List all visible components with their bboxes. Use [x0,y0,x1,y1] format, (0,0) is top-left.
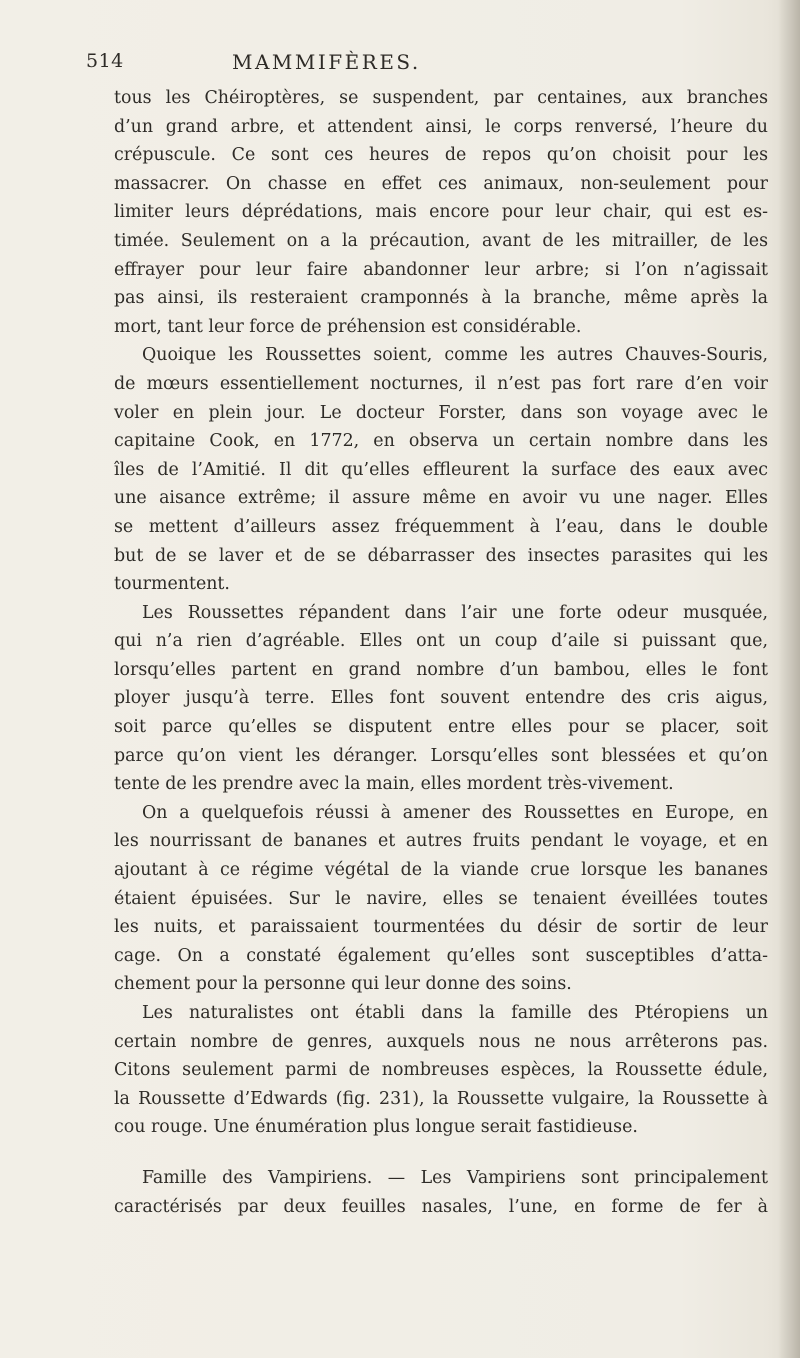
text-line: soit parce qu’elles se disputent entre elles pour se placer, soit [114,717,768,738]
text-line: les nourrissant de bananes et autres fruits pendant le voyage, et en [114,831,768,852]
text-line: timée. Seulement on a la précaution, avant de les mitrailler, de les [114,230,768,251]
text-line: qui n’a rien d’agréable. Elles ont un coup d’aile si puissant que, [114,631,768,652]
text-line: voler en plein jour. Le docteur Forster, dans son voyage avec le [114,402,768,423]
paragraph [114,84,768,341]
text-line: ajoutant à ce régime végétal de la viande crue lorsque les bananes [114,860,768,881]
text-line: cou rouge. Une énumération plus longue serait fastidieuse. [114,1117,638,1138]
text-line: cage. On a constaté également qu’elles sont susceptibles d’atta- [114,945,768,966]
text-line: îles de l’Amitié. Il dit qu’elles effleurent la surface des eaux avec [114,459,768,480]
text-line: lorsqu’elles partent en grand nombre d’un bambou, elles le font [114,659,768,680]
text-line: pas ainsi, ils resteraient cramponnés à la branche, même après la [114,288,768,309]
text-line: tourmentent. [114,574,230,595]
text-line: tous les Chéiroptères, se suspendent, par centaines, aux branches [114,88,768,108]
text-line: la Roussette d’Edwards (fig. 231), la Roussette vulgaire, la Roussette à [114,1088,768,1109]
page-edge-shadow [778,0,800,1358]
section-gap [114,1142,768,1164]
text-line: Citons seulement parmi de nombreuses espèces, la Roussette édule, [114,1060,768,1081]
text-line: chement pour la personne qui leur donne des soins. [114,974,572,995]
text-line: On a quelquefois réussi à amener des Roussettes en Europe, en [142,802,768,823]
text-line: d’un grand arbre, et attendent ainsi, le corps renversé, l’heure du [114,116,768,137]
running-head [86,50,766,80]
text-line: de mœurs essentiellement nocturnes, il n’est pas fort rare d’en voir [114,373,768,394]
text-line: se mettent d’ailleurs assez fréquemment à l’eau, dans le double [114,516,768,537]
text-line: certain nombre de genres, auxquels nous ne nous arrêterons pas. [114,1031,768,1052]
text-line: effrayer pour leur faire abandonner leur arbre; si l’on n’agissait [114,259,768,280]
paragraph [114,599,768,799]
text-line: ployer jusqu’à terre. Elles font souvent entendre des cris aigus, [114,688,768,709]
paragraph-vampiriens [114,1164,768,1221]
paragraph [114,999,768,1142]
text-line: mort, tant leur force de préhension est considérable. [114,316,582,337]
paragraph [114,341,768,598]
text-line: capitaine Cook, en 1772, en observa un certain nombre dans les [114,431,768,452]
text-line: crépuscule. Ce sont ces heures de repos qu’on choisit pour les [114,145,768,166]
text-line: Quoique les Roussettes soient, comme les autres Chauves-Souris, [142,345,768,366]
page-number: 514 [86,50,124,72]
text-line: une aisance extrême; il assure même en avoir vu une nager. Elles [114,488,768,509]
text-line: limiter leurs déprédations, mais encore pour leur chair, qui est es- [114,202,768,223]
text-line: étaient épuisées. Sur le navire, elles se tenaient éveillées toutes [114,888,768,909]
text-line: massacrer. On chasse en effet ces animaux, non-seulement pour [114,173,768,194]
text-line-section-start: Famille des Vampiriens. — Les Vampiriens sont principalement [142,1167,768,1188]
text-line: parce qu’on vient les déranger. Lorsqu’elles sont blessées et qu’on [114,745,768,766]
text-line: caractérisés par deux feuilles nasales, l’une, en forme de fer à [114,1196,768,1217]
text-line: les nuits, et paraissaient tourmentées du désir de sortir de leur [114,917,768,938]
body-text [114,84,768,1221]
text-line: Les Roussettes répandent dans l’air une forte odeur musquée, [142,602,768,623]
running-title: MAMMIFÈRES. [232,50,421,74]
paragraph [114,799,768,999]
text-line: Les naturalistes ont établi dans la famille des Ptéropiens un [142,1003,768,1023]
text-line: but de se laver et de se débarrasser des insectes parasites qui les [114,545,768,566]
text-line: tente de les prendre avec la main, elles mordent très-vivement. [114,774,674,795]
